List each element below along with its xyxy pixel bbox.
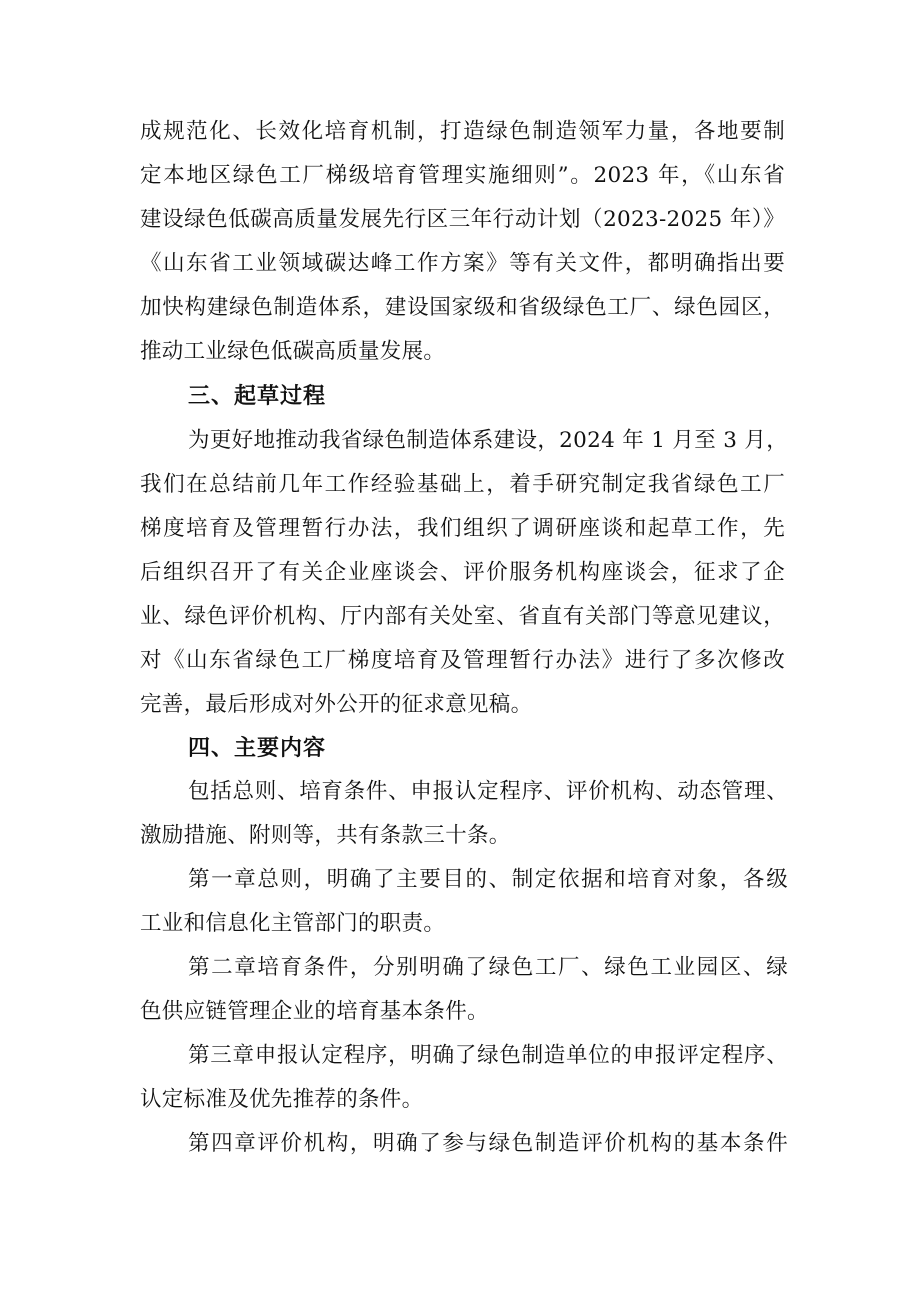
text-line: 工业和信息化主管部门的职责。 <box>140 911 446 936</box>
text-line: 我们在总结前几年工作经验基础上，着手研究制定我省绿色工厂 <box>140 472 785 497</box>
text-line: 完善，最后形成对外公开的征求意见稿。 <box>140 692 533 717</box>
text-line: 建设绿色低碳高质量发展先行区三年行动计划（2023-2025 年）》 <box>140 207 785 232</box>
text-line: 激励措施、附则等，共有条款三十条。 <box>140 823 511 848</box>
text-line: 后组织召开了有关企业座谈会、评价服务机构座谈会，征求了企 <box>140 560 785 585</box>
text-line: 色供应链管理企业的培育基本条件。 <box>140 999 489 1024</box>
text-line: 成规范化、长效化培育机制，打造绿色制造领军力量，各地要制 <box>140 119 785 144</box>
text-line: 对《山东省绿色工厂梯度培育及管理暂行办法》进行了多次修改 <box>140 648 785 673</box>
text-line: 定本地区绿色工厂梯级培育管理实施细则”。2023 年，《山东省 <box>140 163 786 188</box>
text-line: 第三章申报认定程序，明确了绿色制造单位的申报评定程序、 <box>188 1043 788 1068</box>
text-line: 第四章评价机构，明确了参与绿色制造评价机构的基本条件 <box>188 1131 788 1156</box>
text-line: 第一章总则，明确了主要目的、制定依据和培育对象，各级 <box>188 867 788 892</box>
text-line: 包括总则、培育条件、申报认定程序、评价机构、动态管理、 <box>188 779 788 804</box>
text-line: 认定标准及优先推荐的条件。 <box>140 1087 424 1112</box>
text-line: 加快构建绿色制造体系，建设国家级和省级绿色工厂、绿色园区， <box>140 295 785 320</box>
text-line: 为更好地推动我省绿色制造体系建设，2024 年 1 月至 3 月， <box>188 428 788 453</box>
text-line: 《山东省工业领域碳达峰工作方案》等有关文件，都明确指出要 <box>140 251 785 276</box>
text-line: 业、绿色评价机构、厅内部有关处室、省直有关部门等意见建议， <box>140 604 785 629</box>
section-heading-3: 三、起草过程 <box>188 384 327 409</box>
text-line: 梯度培育及管理暂行办法，我们组织了调研座谈和起草工作，先 <box>140 516 785 541</box>
text-line: 第二章培育条件，分别明确了绿色工厂、绿色工业园区、绿 <box>188 955 788 980</box>
section-heading-4: 四、主要内容 <box>188 736 327 761</box>
text-line: 推动工业绿色低碳高质量发展。 <box>140 339 446 364</box>
